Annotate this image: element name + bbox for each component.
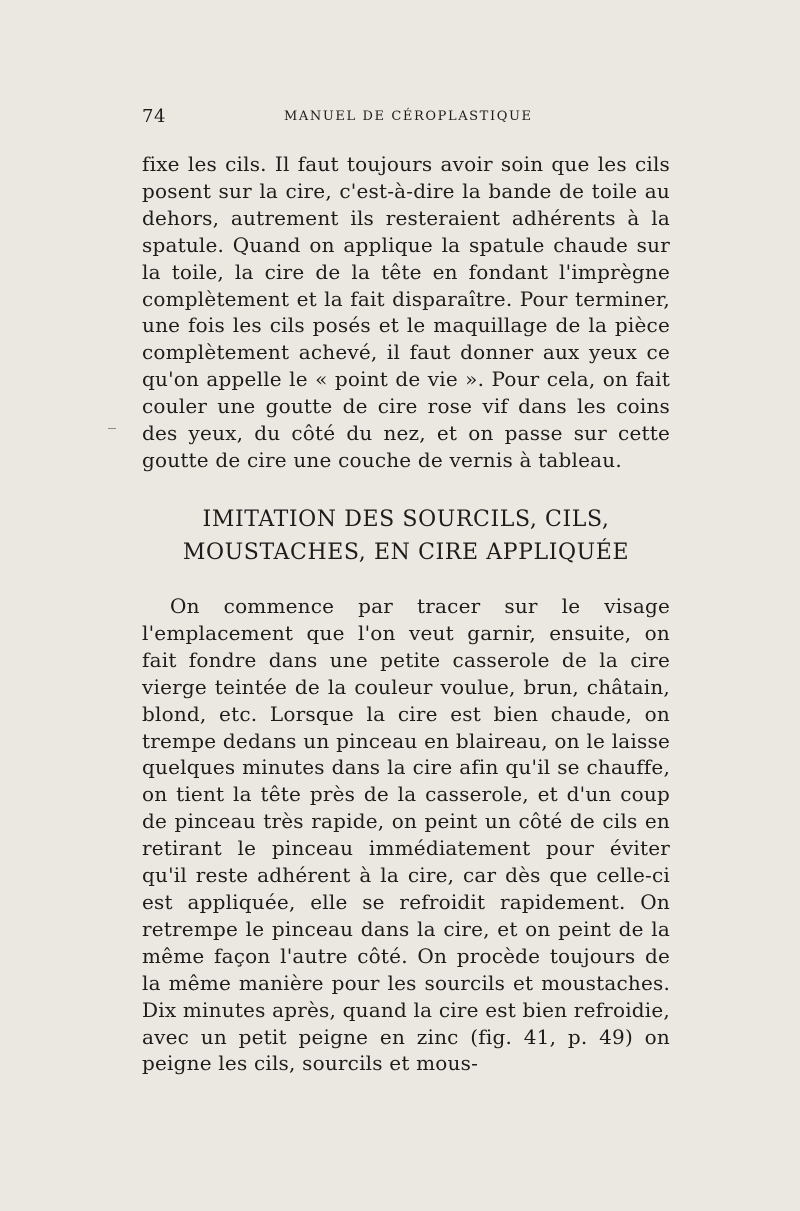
section-heading [142,503,670,569]
paragraph-body: On commence par tracer sur le visage l'emplacement que l'on veut garnir, ensuite, on fait fondre dans une petite casserole de la cire vierge teintée de la couleur voulue, brun, châtain, blond, etc. Lorsque la cire est bien chaude, on trempe dedans un pinceau en blaireau, on le laisse quelques minutes dans la cire afin qu'il se chauffe, on tient la tête près de la casserole, et d'un coup de pinceau très rapide, on peint un côté de cils en retirant le pinceau immédiatement pour éviter qu'il reste adhérent à la cire, car dès que celle-ci est appliquée, elle se refroidit rapidement. On retrempe le pinceau dans la cire, et on peint de la même façon l'autre côté. On procède toujours de la même manière pour les sourcils et moustaches. Dix minutes après, quand la cire est bien refroidie, avec un petit peigne en zinc (fig. 41, p. 49) on peigne les cils, sourcils et mous- [142,594,670,1076]
page-number: 74 [142,106,166,127]
margin-mark [108,428,116,429]
running-title: MANUEL DE CÉROPLASTIQUE [284,109,533,124]
paragraph-continued: fixe les cils. Il faut toujours avoir soin que les cils posent sur la cire, c'est-à-dire la bande de toile au dehors, autrement ils resteraient adhérents à la spatule. Quand on applique la spatule chaude sur la toile, la cire de la tête en fondant l'imprègne complètement et la fait disparaître. Pour terminer, une fois les cils posés et le maquillage de la pièce complètement achevé, il faut donner aux yeux ce qu'on appelle le « point de vie ». Pour cela, on fait couler une goutte de cire rose vif dans les coins des yeux, du côté du nez, et on passe sur cette goutte de cire une couche de vernis à tableau. [142,152,670,472]
section-heading-line-1: IMITATION DES SOURCILS, CILS, [202,507,610,532]
section-heading-line-2: MOUSTACHES, EN CIRE APPLIQUÉE [182,540,630,565]
running-head [142,106,662,130]
